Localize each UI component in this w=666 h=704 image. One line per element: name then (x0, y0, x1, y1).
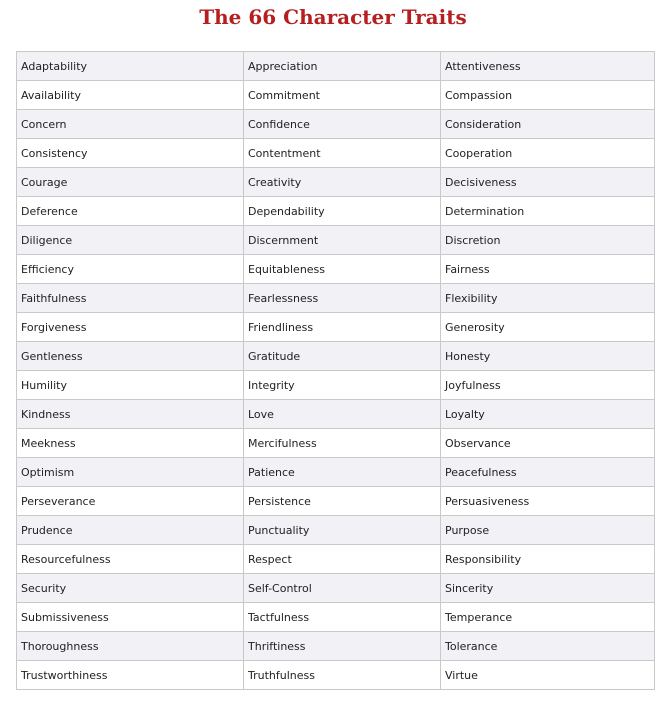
table-row (17, 487, 655, 516)
table-row (17, 342, 655, 371)
trait-cell: Flexibility (441, 284, 655, 313)
trait-cell: Tactfulness (244, 603, 441, 632)
trait-cell: Decisiveness (441, 168, 655, 197)
traits-table-body (17, 52, 655, 690)
trait-cell: Fearlessness (244, 284, 441, 313)
trait-cell: Faithfulness (17, 284, 244, 313)
table-row (17, 255, 655, 284)
trait-cell: Thoroughness (17, 632, 244, 661)
trait-cell: Creativity (244, 168, 441, 197)
trait-cell: Kindness (17, 400, 244, 429)
trait-cell: Gratitude (244, 342, 441, 371)
trait-cell: Meekness (17, 429, 244, 458)
trait-cell: Temperance (441, 603, 655, 632)
trait-cell: Consistency (17, 139, 244, 168)
table-row (17, 197, 655, 226)
trait-cell: Dependability (244, 197, 441, 226)
trait-cell: Love (244, 400, 441, 429)
trait-cell: Concern (17, 110, 244, 139)
traits-table (16, 51, 655, 690)
table-row (17, 603, 655, 632)
trait-cell: Integrity (244, 371, 441, 400)
trait-cell: Resourcefulness (17, 545, 244, 574)
trait-cell: Compassion (441, 81, 655, 110)
table-row (17, 516, 655, 545)
trait-cell: Forgiveness (17, 313, 244, 342)
trait-cell: Submissiveness (17, 603, 244, 632)
page-title: The 66 Character Traits (199, 5, 467, 29)
trait-cell: Efficiency (17, 255, 244, 284)
trait-cell: Persistence (244, 487, 441, 516)
trait-cell: Humility (17, 371, 244, 400)
table-row (17, 661, 655, 690)
trait-cell: Deference (17, 197, 244, 226)
trait-cell: Availability (17, 81, 244, 110)
trait-cell: Generosity (441, 313, 655, 342)
table-row (17, 110, 655, 139)
table-row (17, 168, 655, 197)
trait-cell: Discernment (244, 226, 441, 255)
trait-cell: Diligence (17, 226, 244, 255)
trait-cell: Contentment (244, 139, 441, 168)
trait-cell: Joyfulness (441, 371, 655, 400)
table-row (17, 81, 655, 110)
trait-cell: Loyalty (441, 400, 655, 429)
trait-cell: Perseverance (17, 487, 244, 516)
trait-cell: Tolerance (441, 632, 655, 661)
table-row (17, 429, 655, 458)
trait-cell: Security (17, 574, 244, 603)
trait-cell: Truthfulness (244, 661, 441, 690)
trait-cell: Determination (441, 197, 655, 226)
table-row (17, 139, 655, 168)
trait-cell: Gentleness (17, 342, 244, 371)
table-row (17, 226, 655, 255)
trait-cell: Peacefulness (441, 458, 655, 487)
trait-cell: Prudence (17, 516, 244, 545)
table-row (17, 52, 655, 81)
trait-cell: Persuasiveness (441, 487, 655, 516)
table-row (17, 371, 655, 400)
trait-cell: Mercifulness (244, 429, 441, 458)
trait-cell: Confidence (244, 110, 441, 139)
trait-cell: Responsibility (441, 545, 655, 574)
trait-cell: Equitableness (244, 255, 441, 284)
table-row (17, 632, 655, 661)
table-row (17, 284, 655, 313)
trait-cell: Attentiveness (441, 52, 655, 81)
trait-cell: Consideration (441, 110, 655, 139)
trait-cell: Optimism (17, 458, 244, 487)
trait-cell: Self-Control (244, 574, 441, 603)
trait-cell: Discretion (441, 226, 655, 255)
trait-cell: Observance (441, 429, 655, 458)
trait-cell: Adaptability (17, 52, 244, 81)
table-row (17, 458, 655, 487)
trait-cell: Honesty (441, 342, 655, 371)
trait-cell: Virtue (441, 661, 655, 690)
trait-cell: Respect (244, 545, 441, 574)
table-row (17, 545, 655, 574)
table-row (17, 400, 655, 429)
trait-cell: Fairness (441, 255, 655, 284)
trait-cell: Appreciation (244, 52, 441, 81)
trait-cell: Thriftiness (244, 632, 441, 661)
trait-cell: Sincerity (441, 574, 655, 603)
trait-cell: Courage (17, 168, 244, 197)
trait-cell: Patience (244, 458, 441, 487)
trait-cell: Commitment (244, 81, 441, 110)
table-row (17, 574, 655, 603)
trait-cell: Purpose (441, 516, 655, 545)
table-row (17, 313, 655, 342)
trait-cell: Punctuality (244, 516, 441, 545)
trait-cell: Friendliness (244, 313, 441, 342)
trait-cell: Trustworthiness (17, 661, 244, 690)
trait-cell: Cooperation (441, 139, 655, 168)
